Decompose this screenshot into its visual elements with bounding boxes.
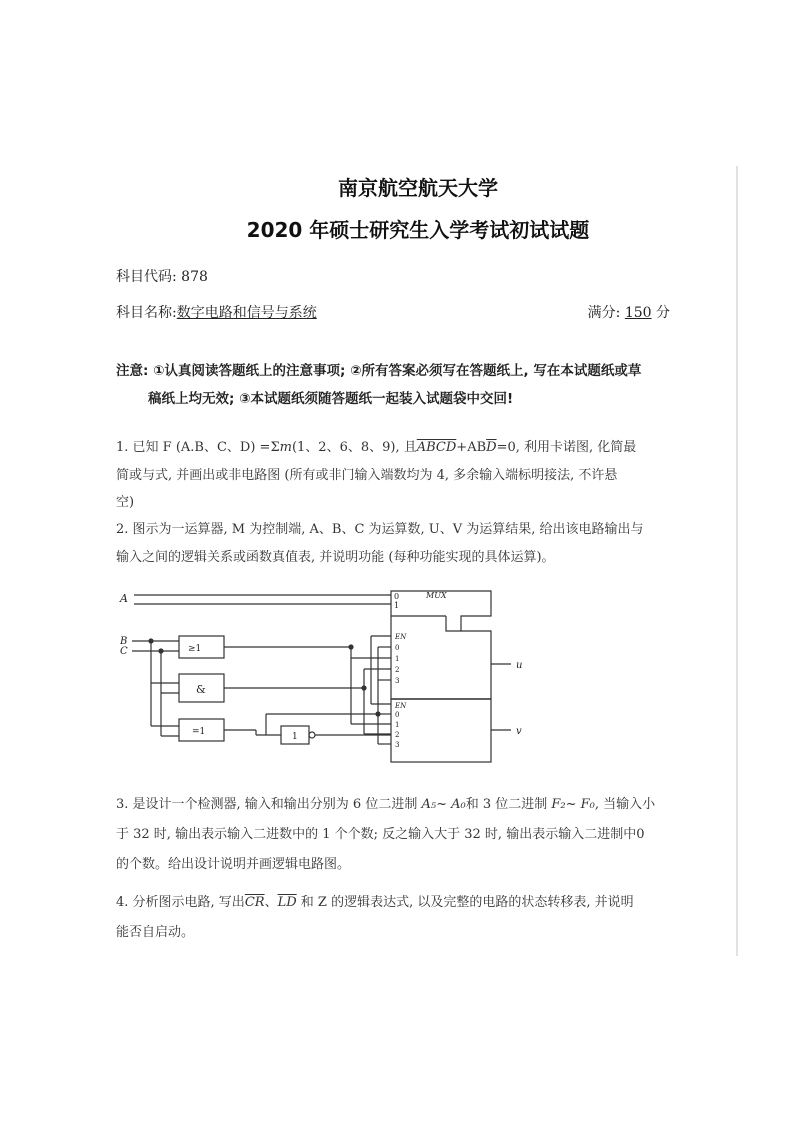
q4-ld: $\overline{LD}$ bbox=[277, 895, 297, 910]
q1-text-d: =0, 利用卡诺图, 化简最 bbox=[496, 440, 637, 455]
notice-line-1: 注意: ①认真阅读答题纸上的注意事项; ②所有答案必须写在答题纸上, 写在本试题纸或草 bbox=[116, 363, 642, 379]
question-4-line-1 bbox=[116, 891, 634, 910]
v-pin0-label: 0 bbox=[395, 711, 400, 719]
q1-text-b: (1、2、6、8、9), 且 bbox=[291, 440, 417, 455]
input-c-label: C bbox=[120, 646, 128, 657]
q3-f-range: F₂~ F₀ bbox=[551, 797, 595, 812]
q3-text-c: , 当输入小 bbox=[594, 797, 656, 812]
subject-code-line bbox=[116, 266, 208, 286]
node-c bbox=[159, 649, 163, 653]
and-gate-label: & bbox=[196, 683, 206, 696]
q4-sep: 、 bbox=[264, 895, 278, 910]
or-gate bbox=[179, 636, 224, 658]
q3-text-b: 和 3 位二进制 bbox=[465, 797, 552, 812]
exam-title: 2020 年硕士研究生入学考试初试试题 bbox=[246, 218, 590, 242]
en-lower-label: EN bbox=[395, 702, 407, 710]
out-v-label: v bbox=[516, 726, 522, 737]
subject-name: 数字电路和信号与系统 bbox=[176, 305, 317, 321]
question-2-line-1: 2. 图示为一运算器, M 为控制端, A、B、C 为运算数, U、V 为运算结果, 给出该电路输出与 bbox=[116, 522, 644, 537]
v-pin1-label: 1 bbox=[395, 721, 400, 729]
node-and bbox=[362, 686, 366, 690]
node-b bbox=[149, 639, 153, 643]
q3-text-a: 3. 是设计一个检测器, 输入和输出分别为 6 位二进制 bbox=[116, 797, 422, 812]
full-score-unit: 分 bbox=[651, 305, 670, 321]
or-gate-label: ≥1 bbox=[188, 644, 202, 654]
circuit-diagram bbox=[116, 586, 536, 766]
not-gate-label: 1 bbox=[292, 732, 298, 742]
not-bubble bbox=[309, 732, 315, 738]
question-2-line-2: 输入之间的逻辑关系或函数真值表, 并说明功能 (每种功能实现的具体运算)。 bbox=[116, 550, 555, 565]
question-1-line-3: 空) bbox=[116, 495, 135, 510]
full-score-label: 满分: bbox=[587, 305, 625, 321]
u-pin2-label: 2 bbox=[395, 666, 400, 674]
q1-sum-symbol: Σ bbox=[270, 440, 280, 455]
mux-box bbox=[391, 591, 491, 699]
question-1-line-2: 简或与式, 并画出或非电路图 (所有或非门输入端数均为 4, 多余输入端标明接法, 不许悬 bbox=[116, 468, 618, 483]
node-xor bbox=[376, 712, 380, 716]
u-pin1-label: 1 bbox=[395, 655, 400, 663]
subject-code: 878 bbox=[181, 269, 208, 285]
question-3-line-2: 于 32 时, 输出表示输入二进数中的 1 个个数; 反之输入大于 32 时, 输出表示输入二进制中0 bbox=[116, 827, 645, 842]
out-u-label: u bbox=[516, 660, 523, 671]
v-pin2-label: 2 bbox=[395, 731, 400, 739]
mux-top-notch bbox=[446, 616, 461, 631]
university-name: 南京航空航天大学 bbox=[338, 176, 498, 200]
v-pin3-label: 3 bbox=[395, 741, 400, 749]
q1-overbar-abcd: ABCD bbox=[416, 440, 457, 455]
mux-in1-label: 1 bbox=[394, 601, 400, 610]
subject-name-line bbox=[116, 302, 317, 322]
q4-cr: $\overline{CR}$ bbox=[244, 895, 265, 910]
node-or bbox=[349, 645, 353, 649]
q3-a-range: A₅~ A₀ bbox=[421, 797, 466, 812]
full-score: 150 bbox=[624, 305, 652, 321]
notice-line-2: 稿纸上均无效; ③本试题纸须随答题纸一起装入试题袋中交回! bbox=[148, 391, 514, 407]
q1-minterm-symbol: m bbox=[279, 440, 292, 455]
input-a-label: A bbox=[120, 592, 128, 605]
question-3-line-1 bbox=[116, 793, 655, 812]
question-3-line-3: 的个数。给出设计说明并画逻辑电路图。 bbox=[116, 857, 351, 872]
input-b-label: B bbox=[120, 636, 128, 647]
full-score-line bbox=[588, 302, 670, 322]
q1-text-c: +AB bbox=[456, 440, 487, 455]
exam-sheet bbox=[100, 166, 738, 956]
q4-text-a: 4. 分析图示电路, 写出 bbox=[116, 895, 245, 910]
u-pin0-label: 0 bbox=[395, 644, 400, 652]
en-upper-label: EN bbox=[395, 633, 407, 641]
subject-name-label: 科目名称: bbox=[116, 305, 177, 321]
subject-code-label: 科目代码: bbox=[116, 269, 182, 285]
q1-text-a: 1. 已知 F (A.B、C、D) = bbox=[116, 440, 271, 455]
q1-overbar-d: $\overline{D}$ bbox=[486, 440, 497, 455]
u-pin3-label: 3 bbox=[395, 677, 400, 685]
question-1-line-1 bbox=[116, 436, 636, 455]
mux-label: MUX bbox=[426, 591, 447, 600]
xor-gate-label: =1 bbox=[192, 727, 206, 737]
question-4-line-2: 能否自启动。 bbox=[116, 925, 195, 940]
q4-text-b: 和 Z 的逻辑表达式, 以及完整的电路的状态转移表, 并说明 bbox=[296, 895, 634, 910]
mux-in0-label: 0 bbox=[394, 592, 400, 601]
